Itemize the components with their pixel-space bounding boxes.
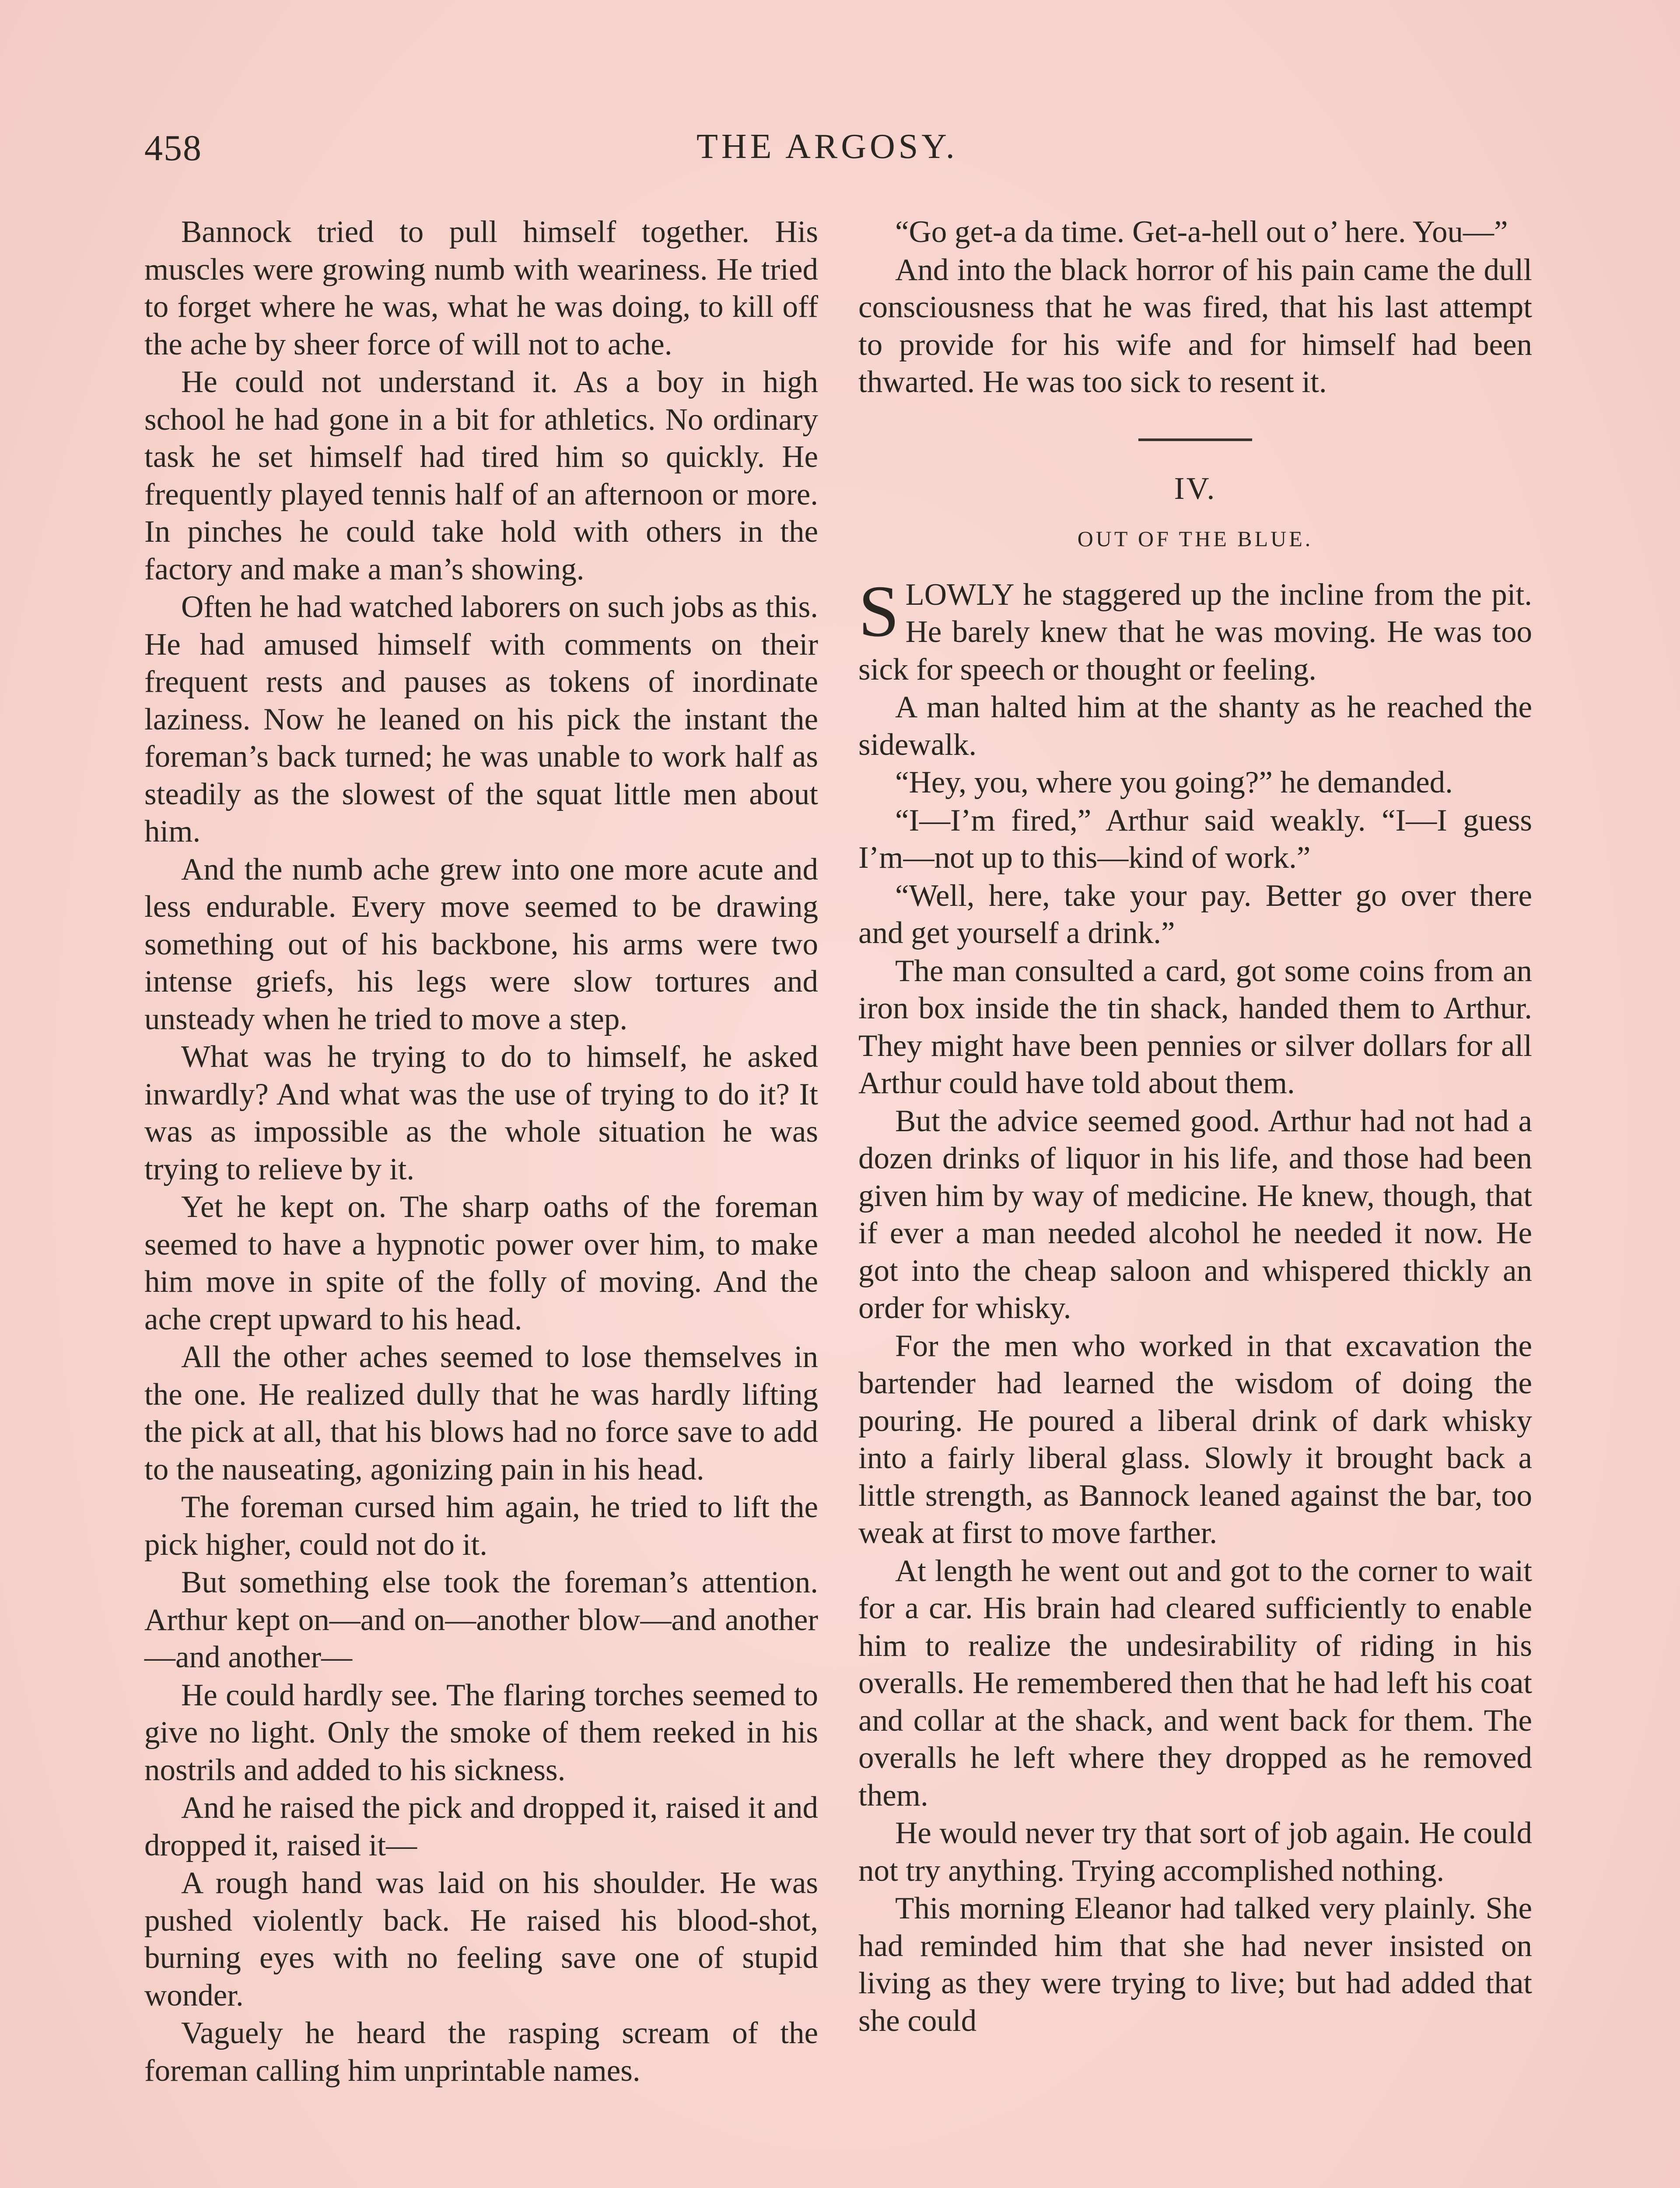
running-head: THE ARGOSY. <box>696 127 958 166</box>
paragraph: The foreman cursed him again, he tried to lift the pick higher, could not do it. <box>144 1490 818 1562</box>
chapter-number: IV. <box>1174 470 1217 506</box>
chapter-title: OUT OF THE BLUE. <box>1077 526 1313 551</box>
paragraph: And into the black horror of his pain came the dull consciousness that he was fired, that his last attempt to provide for his wife and for himself had been thwarted. He was too sick to resent it. <box>858 252 1532 399</box>
paragraph: Bannock tried to pull himself together. His muscles were growing numb with weariness. He tried to forget where he was, what he was doing, to kill off the ache by sheer force of will not to ache. <box>144 215 818 361</box>
paragraph: “I—I’m fired,” Arthur said weakly. “I—I guess I’m—not up to this—kind of work.” <box>858 803 1532 875</box>
opening-text: LOWLY he staggered up the incline from the pit. He barely knew that he was moving. He was too sick for speech or thought or feeling. <box>858 577 1532 687</box>
paragraph: A rough hand was laid on his shoulder. He was pushed violently back. He raised his blood-shot, burning eyes with no feeling save one of stupid wonder. <box>144 1866 818 2013</box>
paragraph: He could not understand it. As a boy in high school he had gone in a bit for athletics. No ordinary task he set himself had tired him so quickly. He frequently played tennis half of an afternoon or more. In pinches he could take hold with others in the factory and make a man’s showing. <box>144 365 818 586</box>
right-column <box>858 214 1532 2040</box>
paragraph: But the advice seemed good. Arthur had not had a dozen drinks of liquor in his life, and those had been given him by way of medicine. He knew, though, that if ever a man needed alcohol he needed it now. He got into the cheap saloon and whispered thickly an order for whisky. <box>858 1104 1532 1325</box>
paragraph: Often he had watched laborers on such jobs as this. He had amused himself with comments on their frequent rests and pauses as tokens of inordinate laziness. Now he leaned on his pick the instant the foreman’s back turned; he was unable to work half as steadily as the slowest of the squat little men about him. <box>144 590 818 849</box>
paragraph: What was he trying to do to himself, he asked inwardly? And what was the use of trying to do it? It was as impossible as the whole situation he was trying to relieve by it. <box>144 1040 818 1186</box>
paragraph: For the men who worked in that excavation the bartender had learned the wisdom of doing the pouring. He poured a liberal drink of dark whisky into a fairly liberal glass. Slowly it brought back a little strength, as Bannock leaned against the bar, too weak at first to move farther. <box>858 1329 1532 1550</box>
paragraph: He could hardly see. The flaring torches seemed to give no light. Only the smoke of them reeked in his nostrils and added to his sickness. <box>144 1678 818 1787</box>
paragraph: “Go get-a da time. Get-a-hell out o’ here. You—” <box>895 215 1508 249</box>
page-number: 458 <box>144 128 202 168</box>
paragraph: Yet he kept on. The sharp oaths of the foreman seemed to have a hypnotic power over him, to make him move in spite of the folly of moving. And the ache crept upward to his head. <box>144 1190 818 1336</box>
drop-cap: S <box>858 570 900 652</box>
paragraph: A man halted him at the shanty as he reached the sidewalk. <box>858 690 1532 762</box>
paragraph: “Well, here, take your pay. Better go over there and get yourself a drink.” <box>858 878 1532 950</box>
paragraph: And the numb ache grew into one more acute and less endurable. Every move seemed to be drawing something out of his backbone, his arms were two intense griefs, his legs were slow tortures and unsteady when he tried to move a step. <box>144 852 818 1036</box>
paragraph: The man consulted a card, got some coins from an iron box inside the tin shack, handed them to Arthur. They might have been pennies or silver dollars for all Arthur could have told about them. <box>858 954 1532 1100</box>
paragraph: But something else took the foreman’s attention. Arthur kept on—and on—another blow—and another—and another— <box>144 1565 818 1674</box>
paragraph: This morning Eleanor had talked very plainly. She had reminded him that she had never insisted on living as they were trying to live; but had added that she could <box>858 1891 1532 2038</box>
paragraph: He would never try that sort of job again. He could not try anything. Trying accomplished nothing. <box>858 1816 1532 1888</box>
paragraph: At length he went out and got to the corner to wait for a car. His brain had cleared sufficiently to enable him to realize the undesirability of riding in his overalls. He remembered then that he had left his coat and collar at the shack, and went back for them. The overalls he left where they dropped as he removed them. <box>858 1553 1532 1813</box>
paragraph: All the other aches seemed to lose themselves in the one. He realized dully that he was hardly lifting the pick at all, that his blows had no force save to add to the nauseating, agonizing pain in his head. <box>144 1340 818 1487</box>
opening-paragraph <box>858 570 1532 689</box>
left-column <box>144 214 818 2090</box>
paragraph: “Hey, you, where you going?” he demanded. <box>895 765 1453 799</box>
paragraph: And he raised the pick and dropped it, raised it and dropped it, raised it— <box>144 1791 818 1862</box>
section-divider <box>1138 438 1252 441</box>
paragraph: Vaguely he heard the rasping scream of the foreman calling him unprintable names. <box>144 2016 818 2088</box>
